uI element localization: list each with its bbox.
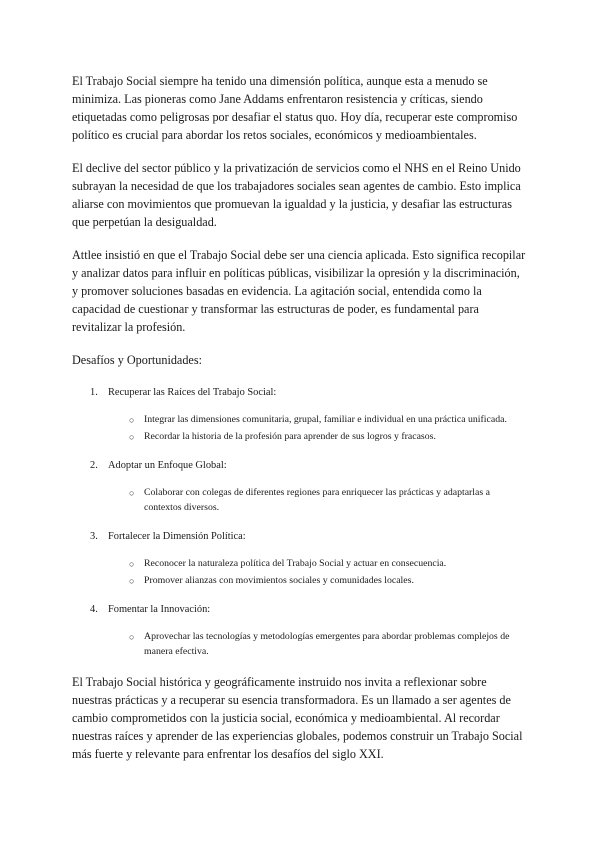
point-text: Reconocer la naturaleza política del Trabajo Social y actuar en consecuencia. [144,558,447,569]
list-item [72,486,528,515]
challenge-points [72,486,528,515]
list-item [72,413,528,428]
challenge-points [72,557,528,588]
challenge-item-1 [72,385,528,444]
point-text: Promover alianzas con movimientos sociales y comunidades locales. [144,574,414,586]
bullet-icon: ○ [129,575,135,586]
intro-paragraph-1: El Trabajo Social siempre ha tenido una dimensión política, aunque esta a menudo se minimiza. Las pioneras como Jane Addams enfrentaron resistencia y críticas, siendo etiquetadas como peligrosas por desafiar el status quo. Hoy día, recuperar este compromiso político es crucial para abordar los retos sociales, económicos y medioambientales. [72,74,518,142]
list-item [72,574,528,589]
point-text: Recordar la historia de la profesión para aprender de sus logros y fracasos. [144,430,436,442]
challenge-number: 2. [90,460,98,471]
bullet-icon: ○ [129,488,135,498]
challenge-number: 3. [90,531,98,542]
point-text: Integrar las dimensiones comunitaria, grupal, familiar e individual en una práctica unificada. [144,414,507,425]
challenge-title-row [72,602,528,618]
challenge-item-4 [72,602,528,659]
intro-paragraph-3: Attlee insistió en que el Trabajo Social debe ser una ciencia aplicada. Esto significa recopilar y analizar datos para influir en políticas públicas, visibilizar la opresión y la discriminación, y promover soluciones basadas en evidencia. La agitación social, entendida como la capacidad de cuestionar y transformar las estructuras de poder, es fundamental para revitalizar la profesión. [72,248,526,334]
challenge-points [72,413,528,444]
challenge-title: Fomentar la Innovación: [108,604,211,615]
bullet-icon: ○ [129,415,135,425]
challenge-title: Adoptar un Enfoque Global: [108,460,227,471]
list-item [72,630,528,659]
challenge-title: Fortalecer la Dimensión Política: [108,531,246,542]
list-item [72,557,528,572]
challenge-number: 4. [90,604,98,615]
challenge-points [72,630,528,659]
bullet-icon: ○ [129,431,135,442]
closing-paragraph: El Trabajo Social histórica y geográficamente instruido nos invita a reflexionar sobre nuestras prácticas y a recuperar su esencia transformadora. Es un llamado a ser agentes de cambio comprometidos con la justicia social, económica y medioambiental. Al recordar nuestras raíces y aprender de las experiencias globales, podemos construir un Trabajo Social más fuerte y relevante para enfrentar los desafíos del siglo XXI. [72,675,523,761]
intro-paragraph-2: El declive del sector público y la privatización de servicios como el NHS en el Reino Unido subrayan la necesidad de que los trabajadores sociales sean agentes de cambio. Esto implica aliarse con movimientos que promuevan la igualdad y la justicia, y desafiar las estructuras que perpetúan la desigualdad. [72,161,521,229]
challenge-title-row [72,385,528,401]
challenge-item-2 [72,458,528,515]
bullet-icon: ○ [129,559,135,569]
list-item [72,430,528,445]
section-heading: Desafíos y Oportunidades: [72,353,202,367]
challenge-number: 1. [90,387,98,398]
bullet-icon: ○ [129,632,135,642]
challenge-title-row [72,458,528,474]
challenge-item-3 [72,529,528,588]
point-text: Colaborar con colegas de diferentes regiones para enriquecer las prácticas y adaptarlas a contextos diversos. [144,487,490,513]
challenge-title: Recuperar las Raíces del Trabajo Social: [108,387,277,398]
challenges-list [72,385,528,659]
point-text: Aprovechar las tecnologías y metodologías emergentes para abordar problemas complejos de manera efectiva. [144,631,510,657]
challenge-title-row [72,529,528,545]
